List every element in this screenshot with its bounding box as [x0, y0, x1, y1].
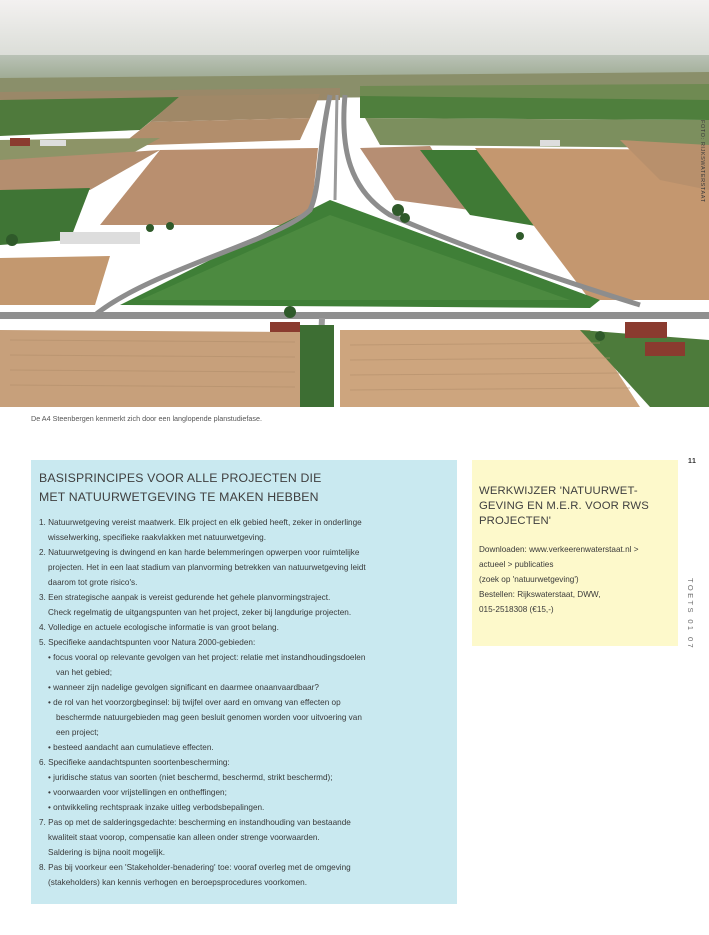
guide-title-line: PROJECTEN' [479, 515, 552, 527]
bullet-item [48, 740, 449, 755]
bullet-line: • ontwikkeling rechtspraak inzake uitleg verbodsbepalingen. [48, 803, 265, 812]
principles-title-line: BASISPRINCIPES VOOR ALLE PROJECTEN DIE [39, 471, 322, 485]
bullet-line: beschermde natuurgebieden mag geen besluit genomen worden voor uitvoering van [56, 713, 362, 722]
bullet-line: • focus vooral op relevante gevolgen van het project: relatie met instandhoudingsdoelen [48, 653, 366, 662]
principles-title [39, 469, 449, 506]
principle-item-5 [39, 635, 449, 755]
principle-line: daarom tot grote risico's. [48, 578, 138, 587]
principles-box [31, 460, 457, 904]
principle-line: (stakeholders) kan kennis verhogen en beroepsprocedures voorkomen. [48, 878, 307, 887]
guide-line: actueel > publicaties [479, 560, 554, 569]
guide-line: Bestellen: Rijkswaterstaat, DWW, [479, 590, 601, 599]
bullet-line: van het gebied; [56, 668, 112, 677]
principle-line: 7. Pas op met de salderingsgedachte: bescherming en instandhouding van bestaande [39, 818, 351, 827]
principle-line: 6. Specifieke aandachtspunten soortenbescherming: [39, 758, 230, 767]
principle-line: kwaliteit staat voorop, compensatie kan alleen onder strenge voorwaarden. [48, 833, 320, 842]
principle-line: 5. Specifieke aandachtspunten voor Natura 2000-gebieden: [39, 638, 256, 647]
bullet-item [48, 770, 449, 785]
principle-line: Saldering is bijna nooit mogelijk. [48, 848, 165, 857]
bullet-line: een project; [56, 728, 99, 737]
principle-line: projecten. Het in een laat stadium van planvorming betrekken van natuurwetgeving leidt [48, 563, 366, 572]
principle-item-7 [39, 815, 449, 860]
bullet-item [48, 800, 449, 815]
principle-line: 8. Pas bij voorkeur een 'Stakeholder-benadering' toe: vooraf overleg met de omgeving [39, 863, 351, 872]
principle-line: wisselwerking, specifieke raakvlakken met natuurwetgeving. [48, 533, 266, 542]
bullet-item [48, 695, 449, 740]
bullet-line: • voorwaarden voor vrijstellingen en ontheffingen; [48, 788, 227, 797]
page-number: 11 [688, 458, 697, 465]
principle-line: 2. Natuurwetgeving is dwingend en kan harde belemmeringen opwerpen voor ruimtelijke [39, 548, 360, 557]
bullet-item [48, 680, 449, 695]
bullet-item [48, 785, 449, 800]
principle-line: 1. Natuurwetgeving vereist maatwerk. Elk project en elk gebied heeft, zeker in onderlinge [39, 518, 362, 527]
principle-item-1 [39, 515, 449, 545]
principle-item-4 [39, 620, 449, 635]
species-bullet-list [39, 770, 449, 815]
bullet-line: • de rol van het voorzorgbeginsel: bij twijfel over aard en omvang van effecten op [48, 698, 341, 707]
guide-line: (zoek op 'natuurwetgeving') [479, 575, 579, 584]
guide-title-line: GEVING EN M.E.R. VOOR RWS [479, 500, 649, 512]
natura-bullet-list [39, 650, 449, 755]
guide-title-line: WERKWIJZER 'NATUURWET- [479, 485, 638, 497]
principle-item-2 [39, 545, 449, 590]
principle-line: Check regelmatig de uitgangspunten van het project, zeker bij langdurige projecten. [48, 608, 352, 617]
bullet-line: • besteed aandacht aan cumulatieve effecten. [48, 743, 214, 752]
photo-credit: FOTO: RIJKSWATERSTAAT [699, 120, 705, 203]
issue-label: TOETS 01 07 [686, 578, 695, 651]
bullet-item [48, 650, 449, 680]
bullet-line: • wanneer zijn nadelige gevolgen significant en daarmee onaanvaardbaar? [48, 683, 319, 692]
bullet-line: • juridische status van soorten (niet beschermd, beschermd, strikt beschermd); [48, 773, 333, 782]
principle-line: 4. Volledige en actuele ecologische informatie is van groot belang. [39, 623, 279, 632]
download-link-text[interactable]: Downloaden: www.verkeerenwaterstaat.nl > [479, 545, 639, 554]
guide-title [479, 484, 670, 529]
principle-item-3 [39, 590, 449, 620]
aerial-landscape-illustration [0, 0, 709, 407]
principle-item-8 [39, 860, 449, 890]
guide-line: 015-2518308 (€15,-) [479, 605, 554, 614]
principle-item-6 [39, 755, 449, 815]
photo-caption: De A4 Steenbergen kenmerkt zich door een langlopende planstudiefase. [31, 414, 262, 423]
aerial-photo [0, 0, 709, 407]
principles-title-line: MET NATUURWETGEVING TE MAKEN HEBBEN [39, 489, 319, 504]
guide-box [472, 460, 678, 646]
principles-list [39, 515, 449, 890]
principle-line: 3. Een strategische aanpak is vereist gedurende het gehele planvormingstraject. [39, 593, 331, 602]
